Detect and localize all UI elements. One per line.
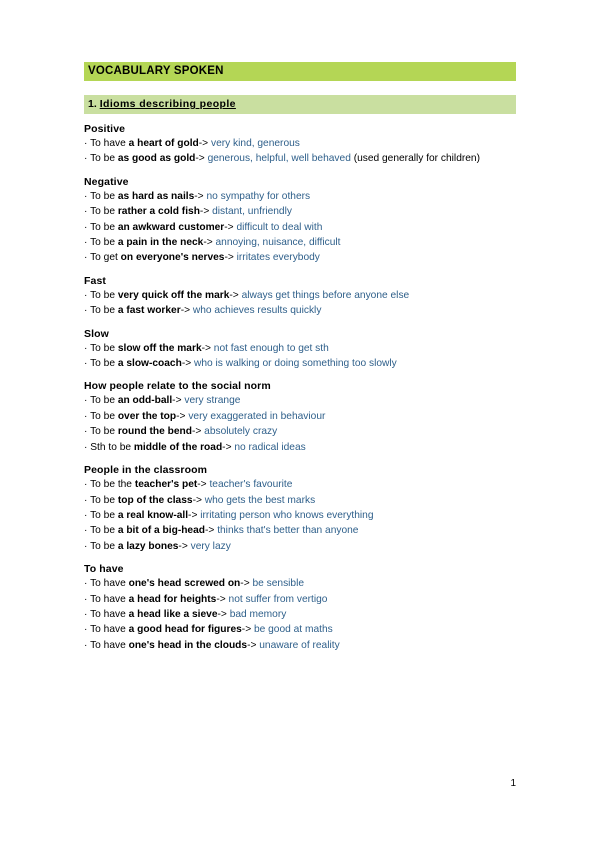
entry-idiom: one's head in the clouds bbox=[128, 639, 248, 651]
entry-arrow: -> bbox=[194, 190, 204, 202]
entry-idiom: a slow-coach bbox=[117, 358, 182, 370]
entry-lead: To be bbox=[90, 426, 115, 438]
entry-idiom: a pain in the neck bbox=[117, 237, 204, 249]
idiom-entry bbox=[84, 638, 516, 653]
idiom-entry bbox=[84, 424, 516, 439]
entry-lead: To have bbox=[90, 639, 126, 651]
entry-gloss: teacher's favourite bbox=[209, 479, 293, 491]
idiom-groups bbox=[84, 123, 516, 653]
entry-bullet: · bbox=[84, 410, 88, 422]
entry-gloss: always get things before anyone else bbox=[241, 289, 410, 301]
entry-bullet: · bbox=[84, 190, 88, 202]
entry-gloss: no radical ideas bbox=[234, 441, 306, 453]
entry-idiom: teacher's pet bbox=[134, 479, 198, 491]
entry-idiom: an odd-ball bbox=[117, 395, 173, 407]
group-heading: Slow bbox=[84, 327, 109, 340]
idiom-entry bbox=[84, 523, 516, 538]
page-number: 1 bbox=[510, 778, 516, 789]
entry-arrow: -> bbox=[172, 395, 182, 407]
idiom-entry bbox=[84, 303, 516, 318]
idiom-group bbox=[84, 176, 516, 266]
entry-gloss: who is walking or doing something too slowly bbox=[194, 358, 397, 370]
group-heading: How people relate to the social norm bbox=[84, 380, 271, 393]
entry-arrow: -> bbox=[198, 138, 209, 149]
entry-gloss: very exaggerated in behaviour bbox=[188, 410, 326, 422]
entry-arrow: -> bbox=[180, 305, 191, 317]
entry-gloss: annoying, nuisance, difficult bbox=[215, 237, 341, 249]
entry-gloss: not suffer from vertigo bbox=[228, 593, 328, 605]
entry-lead: Sth to be bbox=[90, 441, 132, 453]
entry-lead: To be bbox=[90, 410, 115, 422]
entry-bullet: · bbox=[84, 494, 88, 506]
entry-idiom: top of the class bbox=[117, 494, 193, 506]
entry-idiom: a head like a sieve bbox=[128, 608, 218, 620]
entry-bullet: · bbox=[84, 342, 88, 354]
entry-lead: To be bbox=[90, 305, 115, 317]
entry-arrow: -> bbox=[201, 342, 211, 354]
idiom-entry bbox=[84, 356, 516, 371]
entry-lead: To be bbox=[90, 540, 115, 552]
entry-bullet: · bbox=[84, 221, 88, 233]
entry-arrow: -> bbox=[229, 289, 239, 301]
idiom-group bbox=[84, 464, 516, 554]
entry-gloss: be good at maths bbox=[253, 624, 333, 636]
entry-arrow: -> bbox=[176, 410, 186, 422]
idiom-entry bbox=[84, 220, 516, 235]
entry-lead: To be bbox=[90, 342, 115, 354]
entry-lead: To be bbox=[90, 358, 115, 370]
group-heading: Positive bbox=[84, 123, 126, 135]
idiom-group bbox=[84, 275, 516, 319]
entry-arrow: -> bbox=[191, 426, 202, 438]
entry-arrow: -> bbox=[222, 441, 232, 453]
idiom-entry bbox=[84, 539, 516, 554]
entry-note: (used generally for children) bbox=[353, 153, 480, 165]
entry-bullet: · bbox=[84, 289, 88, 301]
entry-lead: To have bbox=[90, 138, 126, 149]
entry-arrow: -> bbox=[197, 479, 207, 491]
section-title: Idioms describing people bbox=[99, 98, 236, 110]
entry-arrow: -> bbox=[217, 608, 227, 620]
entry-lead: To have bbox=[90, 593, 126, 605]
entry-lead: To be bbox=[90, 509, 115, 521]
entry-bullet: · bbox=[84, 426, 88, 438]
entry-gloss: irritates everybody bbox=[236, 252, 320, 264]
entry-bullet: · bbox=[84, 237, 88, 249]
idiom-entry bbox=[84, 576, 516, 591]
entry-lead: To be the bbox=[90, 479, 132, 491]
idiom-entry bbox=[84, 592, 516, 607]
entry-gloss: thinks that's better than anyone bbox=[217, 525, 359, 537]
entry-idiom: a bit of a big-head bbox=[117, 525, 205, 537]
entry-bullet: · bbox=[84, 395, 88, 407]
group-heading: People in the classroom bbox=[84, 464, 208, 477]
entry-gloss: bad memory bbox=[229, 608, 287, 620]
idiom-entry bbox=[84, 477, 516, 492]
entry-lead: To have bbox=[90, 578, 126, 590]
entry-bullet: · bbox=[84, 305, 88, 317]
entry-idiom: a real know-all bbox=[117, 509, 189, 521]
entry-bullet: · bbox=[84, 608, 88, 620]
entry-arrow: -> bbox=[199, 206, 210, 218]
document-title: VOCABULARY SPOKEN bbox=[88, 65, 224, 77]
entry-arrow: -> bbox=[241, 624, 252, 636]
idiom-entry bbox=[84, 607, 516, 622]
entry-bullet: · bbox=[84, 525, 88, 537]
entry-idiom: over the top bbox=[117, 410, 177, 422]
group-heading: To have bbox=[84, 563, 124, 576]
entry-arrow: -> bbox=[205, 525, 215, 537]
entry-lead: To be bbox=[90, 221, 115, 233]
entry-idiom: a lazy bones bbox=[117, 540, 179, 552]
entry-gloss: distant, unfriendly bbox=[212, 206, 292, 218]
entry-idiom: a heart of gold bbox=[128, 138, 199, 149]
entry-gloss: difficult to deal with bbox=[236, 221, 323, 233]
idiom-entry bbox=[84, 136, 516, 151]
entry-gloss: irritating person who knows everything bbox=[200, 509, 374, 521]
entry-bullet: · bbox=[84, 509, 88, 521]
entry-gloss: very kind, generous bbox=[210, 138, 300, 149]
entry-idiom: as good as gold bbox=[117, 153, 196, 165]
entry-gloss: be sensible bbox=[252, 578, 305, 590]
entry-bullet: · bbox=[84, 578, 88, 590]
entry-gloss: unaware of reality bbox=[259, 639, 340, 651]
entry-lead: To be bbox=[90, 237, 115, 249]
entry-bullet: · bbox=[84, 153, 88, 165]
entry-arrow: -> bbox=[188, 509, 198, 521]
entry-idiom: very quick off the mark bbox=[117, 289, 230, 301]
entry-gloss: who achieves results quickly bbox=[192, 305, 322, 317]
entry-lead: To be bbox=[90, 494, 115, 506]
entry-bullet: · bbox=[84, 358, 88, 370]
document-title-bar bbox=[84, 62, 516, 81]
entry-lead: To be bbox=[90, 289, 115, 301]
section-heading-bar bbox=[84, 95, 516, 114]
group-heading: Fast bbox=[84, 274, 106, 287]
entry-arrow: -> bbox=[203, 237, 213, 249]
entry-arrow: -> bbox=[247, 639, 257, 651]
entry-arrow: -> bbox=[195, 153, 205, 165]
entry-bullet: · bbox=[84, 540, 88, 552]
idiom-group bbox=[84, 380, 516, 455]
idiom-entry bbox=[84, 393, 516, 408]
entry-bullet: · bbox=[84, 138, 88, 149]
idiom-entry bbox=[84, 409, 516, 424]
entry-gloss: generous, helpful, well behaved bbox=[207, 153, 351, 165]
entry-idiom: one's head screwed on bbox=[128, 578, 241, 590]
entry-bullet: · bbox=[84, 479, 88, 491]
entry-idiom: as hard as nails bbox=[117, 190, 195, 202]
entry-idiom: a good head for figures bbox=[128, 624, 242, 636]
entry-idiom: middle of the road bbox=[133, 441, 223, 453]
entry-idiom: a fast worker bbox=[117, 305, 181, 317]
entry-lead: To have bbox=[90, 608, 126, 620]
idiom-entry bbox=[84, 622, 516, 637]
entry-gloss: who gets the best marks bbox=[204, 494, 316, 506]
entry-lead: To be bbox=[90, 206, 115, 218]
idiom-entry bbox=[84, 204, 516, 219]
entry-bullet: · bbox=[84, 624, 88, 636]
entry-lead: To be bbox=[90, 395, 115, 407]
idiom-entry bbox=[84, 288, 516, 303]
entry-idiom: rather a cold fish bbox=[117, 206, 200, 218]
idiom-entry bbox=[84, 235, 516, 250]
entry-arrow: -> bbox=[192, 494, 202, 506]
entry-arrow: -> bbox=[216, 593, 226, 605]
entry-lead: To get bbox=[90, 252, 118, 264]
entry-gloss: absolutely crazy bbox=[204, 426, 278, 438]
idiom-entry bbox=[84, 250, 516, 265]
entry-bullet: · bbox=[84, 639, 88, 651]
entry-lead: To be bbox=[90, 153, 115, 165]
entry-bullet: · bbox=[84, 252, 88, 264]
entry-arrow: -> bbox=[181, 358, 192, 370]
group-heading: Negative bbox=[84, 175, 129, 188]
entry-lead: To have bbox=[90, 624, 126, 636]
section-number: 1. bbox=[88, 98, 97, 110]
entry-lead: To be bbox=[90, 525, 115, 537]
document-content bbox=[84, 62, 516, 653]
idiom-entry bbox=[84, 341, 516, 356]
idiom-entry bbox=[84, 151, 516, 166]
entry-arrow: -> bbox=[178, 540, 188, 552]
entry-gloss: not fast enough to get sth bbox=[213, 342, 329, 354]
entry-idiom: an awkward customer bbox=[117, 221, 225, 233]
entry-arrow: -> bbox=[240, 578, 250, 590]
entry-arrow: -> bbox=[224, 221, 234, 233]
entry-idiom: round the bend bbox=[117, 426, 192, 438]
entry-idiom: a head for heights bbox=[128, 593, 217, 605]
entry-gloss: very lazy bbox=[190, 540, 231, 552]
entry-bullet: · bbox=[84, 206, 88, 218]
idiom-group bbox=[84, 328, 516, 372]
entry-idiom: on everyone's nerves bbox=[120, 252, 225, 264]
idiom-entry bbox=[84, 189, 516, 204]
idiom-group bbox=[84, 123, 516, 167]
entry-bullet: · bbox=[84, 441, 88, 453]
idiom-entry bbox=[84, 508, 516, 523]
entry-gloss: no sympathy for others bbox=[206, 190, 311, 202]
entry-arrow: -> bbox=[224, 252, 234, 264]
idiom-entry bbox=[84, 493, 516, 508]
idiom-group bbox=[84, 563, 516, 653]
entry-gloss: very strange bbox=[184, 395, 241, 407]
entry-idiom: slow off the mark bbox=[117, 342, 202, 354]
idiom-entry bbox=[84, 440, 516, 455]
entry-bullet: · bbox=[84, 593, 88, 605]
entry-lead: To be bbox=[90, 190, 115, 202]
